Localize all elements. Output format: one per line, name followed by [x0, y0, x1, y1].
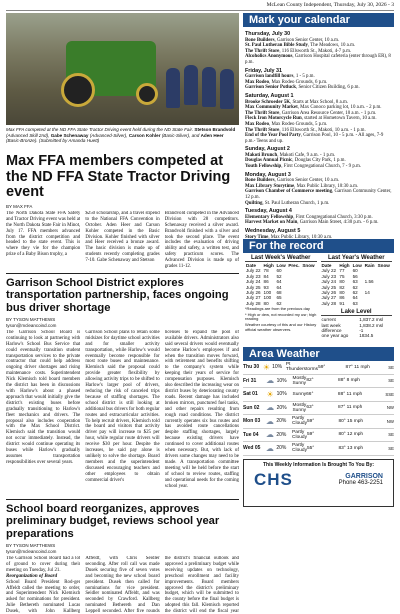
- table-cell: July 22: [246, 268, 261, 274]
- forecast-day: Mon 03: [243, 418, 261, 425]
- forecast-high-wind: 80° 12 mph: [338, 432, 364, 438]
- precip-chance: 20%: [276, 404, 287, 411]
- table-cell: 52: [276, 273, 282, 279]
- event-name: Bone Builders: [245, 37, 275, 43]
- wind-direction: SE: [388, 364, 395, 370]
- calendar-event: Douglas Annual Picnic, Douglas City Park, 1 p.m.: [245, 158, 346, 164]
- cloud-icon: ☁: [265, 416, 274, 426]
- forecast-low: 59°: [306, 418, 315, 424]
- story1-col1: The North Dakota State FFA Safety and Tractor Driving event was held at the North Dakota State Fair in Minot, July 17. FFA members advanced from the district competition and headed to the state event. This is where they vie for the champion prize of a Baby Bison trophy, a: [6, 210, 81, 258]
- story3-subhead: Reorganization of Board: [6, 573, 58, 579]
- forecast-row: [243, 442, 394, 456]
- column-header: Low: [352, 263, 362, 268]
- tractor-rear-wheel: [61, 73, 95, 107]
- precip-chance: 20%: [276, 445, 287, 452]
- calendar-event: Fleck Iron Motorcycle Run, started at Hometown Tavern, 10 a.m.: [245, 116, 377, 122]
- table-cell: July 22: [321, 268, 337, 274]
- calendar-event: Garrison Senior Potluck, Senior Citizen Building, 6 p.m.: [245, 85, 360, 91]
- forecast-condition: Mostly Sunny: [292, 375, 307, 386]
- table-cell: 60: [276, 268, 282, 274]
- event-name: Quilting: [245, 200, 263, 206]
- byline-name: BY TYSON MATTHEWS: [6, 543, 56, 549]
- table-cell: 60: [352, 268, 358, 274]
- story1-headline: Max FFA members competed at the ND FFA State Tractor Driving event: [6, 153, 231, 200]
- calendar-list: [243, 27, 394, 239]
- table-cell: 62: [352, 284, 358, 290]
- ffa-tractor-photo: [6, 13, 239, 125]
- table-cell: July 25: [246, 284, 261, 290]
- record-note: Weather courtesy of this and our History official weather observers.: [245, 322, 317, 332]
- last-year-weather: [321, 255, 393, 345]
- table-cell: 63: [352, 300, 358, 306]
- caption-text: (Basic-Bronze). (Submitted by Amanda Huett): [6, 138, 100, 144]
- table-cell: 1,837.2 msl: [359, 317, 384, 323]
- table-row: [321, 301, 393, 306]
- calendar-event: End of the Year Pool Party, Garrison Pool, 10 - 5 p.m. - All ages, 7-9 p.m.- Teens and up.: [245, 133, 384, 144]
- calendar-event: Makoti Brunch, Makoti Cafe, 9 a.m. - 1 p.m.: [245, 152, 336, 158]
- table-cell: July 23: [321, 273, 337, 279]
- story1-byline: BY MAX FFA: [6, 203, 33, 209]
- table-cell: 80: [339, 290, 345, 296]
- story2-body: [6, 330, 239, 495]
- table-cell: 91: [339, 300, 345, 306]
- caption-text: Max FFA competed at the ND FFA State Tractor Driving event held during the ND State Fair.: [6, 127, 195, 132]
- last-year-table: [321, 263, 393, 306]
- event-name: Max Rodeo: [245, 79, 270, 85]
- calendar-event: Alcoholics Anonymous, Garrison Hospital cafeteria (enter through ER), 8 p.m.: [245, 54, 391, 65]
- event-name: Brooke Schroeder 5K: [245, 99, 291, 105]
- forecast-day: Fri 31: [243, 377, 257, 384]
- cloud-icon: ☁: [265, 443, 274, 453]
- story1-col3: Brandvold competed in the Advanced Division with 28 competitors. Schenaway received a silver award. Brandvold finished with a silver and took the second place. The event includes the evaluation of driving ability and safety, a written test, and safety practicum scores. The Advanced Division is made up of grades 11-12.: [164, 210, 239, 269]
- table-cell: 86: [263, 279, 269, 285]
- event-name: Garrison Chamber of Commerce meeting: [245, 189, 333, 195]
- calendar-event: Bone Builders, Garrison Senior Center, 10 a.m.: [245, 178, 340, 184]
- caption-name: Gabe Schenaway: [50, 132, 89, 138]
- forecast-row: [243, 415, 394, 429]
- sponsor-logos: [246, 468, 391, 492]
- table-cell: 56: [352, 273, 358, 279]
- precip-chance: 10%: [272, 364, 283, 371]
- person-figure: [220, 69, 234, 109]
- calendar-event: Garrison Chamber of Commerce meeting, Garrison Community Center, 12 p.m.: [245, 189, 392, 201]
- story2-col3: licenses to expand the pool of available drivers. Administrators also said several drivers would eventually become Harlow's employees if and when the transition moves forward, with retirement and benefits shifting to the company's system while keeping their years of service for compensation purposes. Klemisch also described the increasing wear on district buses by deteriorating county roads. Recent damage has included broken mirrors, punctured fuel tanks, and other repairs resulting from rough road conditions. The district currently operates six bus routes and has avoided route cancellations despite staffing shortages, largely because existing drivers have continued to cover additional routes when necessary. But, with lack of drivers some changes may need to be made. A transportation committee meeting will be held before the start of school to review routes, staffing and operational needs for the coming school year.: [164, 329, 239, 489]
- calendar-date: Wednesday, August 5: [245, 228, 301, 234]
- table-cell: 64: [352, 295, 358, 301]
- record-note: *Readings are from the previous day: [245, 306, 310, 312]
- column-header: Snow: [377, 263, 390, 268]
- lake-level-table: [321, 317, 393, 339]
- table-cell: July 27: [321, 295, 337, 301]
- table-cell: [377, 301, 392, 306]
- table-cell: 1.56: [364, 279, 374, 285]
- table-cell: July 26: [246, 290, 261, 296]
- calendar-event: Harvest Market on Main, Garrison Main Street, 4:30 p.m. - 6 p.m.: [245, 220, 379, 226]
- story3-paragraph: The Garrison School Board had a lot of ground to cover during their meeting on Tuesday, Jul 21.: [6, 555, 81, 573]
- event-name: Alcoholics Anonymous: [245, 54, 293, 60]
- calendar-date: Sunday, August 2: [245, 146, 290, 153]
- record-note: * High or dew, not recorded my usr; high reading: [245, 311, 317, 322]
- event-name: The Thrift Store: [245, 110, 280, 116]
- calendar-banner: Mark your calendar: [243, 13, 394, 27]
- area-weather-list: [243, 361, 394, 456]
- table-cell: 86: [339, 295, 345, 301]
- calendar-date: Monday, August 3: [245, 171, 291, 178]
- event-name: End of the Year Pool Party: [245, 133, 301, 139]
- caption-text: (Basic-Silver), and: [160, 132, 201, 138]
- forecast-condition: Sunny: [292, 391, 307, 397]
- record-section: [243, 253, 394, 347]
- chs-logo: CHS: [254, 469, 293, 489]
- forecast-condition: Pt Thunderstorms: [285, 362, 319, 373]
- table-cell: one year ago: [321, 333, 349, 339]
- table-cell: -1: [359, 328, 364, 334]
- event-name: Youth Fellowship: [245, 164, 282, 170]
- cloud-icon: ☁: [266, 376, 275, 386]
- story2-headline: Garrison School District explores transportation partnership, faces ongoing bus driver shortage: [6, 276, 229, 314]
- wind-direction: NW: [386, 418, 394, 424]
- event-name: St. Paul Lutheran Bible Study: [245, 43, 308, 49]
- sun-icon: ☀: [266, 389, 274, 399]
- column-header: High: [339, 263, 350, 268]
- table-cell: 84: [263, 273, 269, 279]
- sponsor-box: [243, 459, 394, 507]
- event-name: The Thrift Store: [245, 48, 280, 54]
- event-name: Max Community Market: [245, 105, 298, 111]
- story2-col1: The Garrison School Board is continuing to look at partnering with Harlow's School Bus Service that could eventually transition student transportation services to the private contractor that could help address ongoing driver shortages and rising maintenance costs. Superintendent Nick Klemisch told board members the district has been in discussions with Harlow's about a phased approach that would initially give the district's existing buses before gradually transitioning to Harlow's fleet mechanics and drivers. The proposal also includes cooperation with the Max School District. Klemisch said the transition would not occur immediately. Instead, the district would continue operating its buses while Harlow's gradually assumes transportation responsibilities over several years.: [6, 329, 81, 465]
- event-name: Story Time: [245, 234, 269, 239]
- event-name: The Thrift Store: [245, 127, 280, 133]
- story3-paragraph: Affeldt, with Chris Seidler seconding. After roll call was made Dusek securing five of seven votes and becoming the new school board president. Dusek then called for nominations for vice president. Seidler nominated Affeldt, and was seconded by Crawford. Kallberg nominated Bethereth and Dan Leppell seconded. After five rounds: [85, 555, 160, 614]
- forecast-high-wind: 88° 8 mph: [338, 378, 360, 384]
- calendar-event: Max Library Storytime, Max Public Library, 10:30 a.m.: [245, 183, 359, 189]
- caption-name: Aden Heer: [200, 132, 224, 138]
- event-name: Max Library Storytime: [245, 183, 295, 189]
- sponsor-location: GARRISON: [345, 473, 383, 480]
- forecast-low: 59°: [306, 432, 315, 438]
- calendar-event: Max Community Market, Max Conoco parking lot, 10 a.m. - 2 p.m.: [245, 105, 382, 111]
- precip-chance: 10%: [276, 377, 287, 384]
- table-cell: last week: [321, 322, 341, 328]
- wind-direction: SE: [388, 378, 394, 384]
- last-week-weather: [245, 255, 317, 345]
- event-name: Bone Builders: [245, 178, 275, 184]
- table-cell: current: [321, 317, 336, 323]
- photo-caption: [6, 127, 239, 151]
- precip-chance: 20%: [276, 431, 287, 438]
- calendar-date: Saturday, August 1: [245, 92, 294, 99]
- calendar-event: The Thrift Store, Garrison Area Resource Center, 10 a.m. - 1 p.m.: [245, 110, 377, 116]
- table-cell: 100: [263, 290, 272, 296]
- byline-email: tyson@mcleancoind.com: [6, 548, 57, 554]
- sponsor-phone: Phone 463-2251: [338, 480, 383, 486]
- forecast-day: Sun 02: [243, 404, 260, 411]
- tractor-front-wheel: [136, 83, 158, 105]
- calendar-date: Tuesday, August 4: [245, 208, 292, 215]
- story3-col2: [85, 556, 159, 614]
- precip-chance: 10%: [276, 391, 287, 398]
- event-name: Douglas Annual Picnic: [245, 158, 293, 164]
- divider: [6, 273, 239, 274]
- forecast-low: 63°: [306, 405, 314, 411]
- calendar-event: Max Rodeo, Max Rodeo Grounds, 5 p.m.: [245, 121, 328, 127]
- column-header: Rain: [364, 263, 375, 268]
- last-week-title: Last Week's Weather: [245, 255, 317, 262]
- story1-body: [6, 211, 239, 269]
- forecast-condition: Partly Cloudy: [292, 416, 307, 427]
- wind-direction: NW: [386, 405, 394, 411]
- forecast-row: [243, 375, 394, 389]
- cloud-icon: ☁: [265, 430, 274, 440]
- right-column: [243, 13, 394, 507]
- forecast-day: Tue 04: [243, 431, 259, 438]
- table-cell: 62: [352, 290, 358, 296]
- event-name: Garrison Senior Potluck: [245, 85, 296, 91]
- table-cell: July 27: [246, 295, 261, 301]
- calendar-event: Brooke Schroeder 5K, Starts at Max School, 8 a.m.: [245, 99, 348, 105]
- forecast-low: 59°: [318, 364, 326, 370]
- forecast-condition: Partly Cloudy: [292, 443, 307, 454]
- table-cell: 93: [263, 284, 269, 290]
- forecast-day: Sat 01: [243, 391, 258, 398]
- story3-headline: School board reorganizes, approves preliminary budget, reviews school year preparations: [6, 502, 220, 540]
- caption-name: Stetson Brandvold: [194, 127, 236, 132]
- table-cell: 80: [339, 279, 345, 285]
- forecast-day: Wed 05: [243, 445, 261, 452]
- forecast-row: [243, 388, 394, 402]
- table-cell: July 23: [246, 273, 261, 279]
- table-cell: 80: [263, 300, 269, 306]
- table-row: [321, 333, 393, 338]
- calendar-event: Story Time, Max Public Library, 10:30 a.m.: [245, 234, 333, 239]
- precip-chance: 20%: [276, 418, 287, 425]
- table-cell: [364, 301, 377, 306]
- byline-email: tyson@mcleancoind.com: [6, 322, 57, 328]
- page-header: McLean County Independent, Thursday, July 30, 2026 - 3: [6, 2, 394, 11]
- wind-direction: SSE: [385, 391, 394, 397]
- table-cell: 62: [276, 300, 282, 306]
- story3-byline: [6, 543, 239, 554]
- record-banner: For the record: [243, 239, 394, 253]
- story2-byline: [6, 317, 239, 328]
- calendar-event: Quilting, St. Paul Lutheran Church, 1 p.m.: [245, 200, 330, 206]
- column-header: Snow: [302, 263, 315, 268]
- table-cell: 63: [352, 279, 358, 285]
- story3-paragraph: School Board President Rod-ger Affeldt called the meeting to order, and Superintendent Nick Klemisch asked for nominations for president. Julie Bethereth nominated Lucas Dusek, with John Kallberg: [6, 579, 81, 614]
- calendar-event: Bone Builders, Garrison Senior Center, 10 a.m.: [245, 37, 340, 43]
- table-cell: 77: [339, 268, 345, 274]
- calendar-date: Friday, July 31: [245, 67, 283, 74]
- table-cell: 65: [276, 295, 282, 301]
- area-weather-banner: Area Weather: [243, 347, 394, 361]
- byline-name: BY TYSON MATTHEWS: [6, 317, 56, 323]
- story3-body: [6, 556, 239, 614]
- sponsor-contact: [339, 473, 383, 486]
- calendar-event: The Thrift Store, 116 Ellsworth St., Makoti, 10 a.m. - 1 p.m.: [245, 127, 366, 133]
- event-name: Fleck Iron Motorcycle Run: [245, 116, 302, 122]
- left-column: [6, 13, 239, 614]
- event-name: Garrison landfill hours: [245, 74, 294, 80]
- person-figure: [202, 67, 216, 107]
- forecast-high-wind: 83° 13 mph: [338, 445, 364, 451]
- forecast-row: [243, 361, 394, 375]
- lake-level-title: Lake Level: [321, 309, 393, 316]
- caption-text: (Advanced Skill 2nd),: [6, 132, 51, 138]
- table-cell: 100: [263, 295, 272, 301]
- story3-col1: [6, 556, 80, 614]
- forecast-row: [243, 402, 394, 416]
- forecast-high-wind: 87° 11 mph: [345, 364, 370, 370]
- calendar-event: St. Paul Lutheran Bible Study, The Meadows, 10 a.m.: [245, 43, 356, 49]
- forecast-low: 66°: [306, 391, 314, 397]
- table-cell: 64: [276, 279, 282, 285]
- table-cell: July 24: [321, 279, 337, 285]
- calendar-date: Thursday, July 30: [245, 31, 291, 37]
- table-cell: 1834.5: [359, 333, 374, 339]
- person-figure: [184, 65, 198, 105]
- table-cell: 82: [339, 284, 345, 290]
- table-cell: 1,838.2 msl: [359, 322, 384, 328]
- column-header: High: [263, 263, 274, 268]
- forecast-condition: Partly Cloudy: [292, 429, 307, 440]
- forecast-low: 82°: [306, 378, 314, 384]
- calendar-event: Youth Fellowship, First Congregational Church, 7 - 9 p.m.: [245, 164, 362, 170]
- story3-paragraph: the district's financial outlook and approved a preliminary budget while receiving updates on technology, preschool enrollment and facility improvements. Board members approved the district's preliminary budget, which will be submitted to the county before the final budget is adopted this fall. Klemisch reported the district will end the fiscal year: [164, 555, 239, 614]
- column-header: Date: [246, 263, 256, 268]
- column-header: Low: [276, 263, 286, 268]
- story1-col2: $250 scholarship, and a travel stipend to the National FFA Convention in October. Aden Heer and Carson Kohler competed in the Basic Division. Kohler finished with silver and Heer received a bronze award. The basic division is made up of students recently completing grades 7-10. Gabe Schenaway and Stetson: [85, 210, 160, 264]
- event-name: Elementary Fellowship: [245, 214, 294, 220]
- table-cell: 75: [339, 273, 345, 279]
- event-name: Harvest Market on Main: [245, 220, 298, 226]
- table-cell: 78: [263, 268, 269, 274]
- calendar-event: Max Rodeo, Max Rodeo Grounds, 6 p.m.: [245, 79, 328, 85]
- last-year-title: Last Year's Weather: [321, 255, 393, 262]
- table-cell: difference: [321, 328, 342, 334]
- event-name: Makoti Brunch: [245, 152, 278, 158]
- table-cell: July 28: [321, 300, 337, 306]
- story3-col3: [165, 556, 239, 614]
- calendar-event: Elementary Fellowship, First Congregational Church, 3:30 p.m.: [245, 214, 373, 220]
- column-header: Prec.: [288, 263, 300, 268]
- sponsor-title: This Weekly Information Is Brought To You By:: [262, 461, 375, 468]
- column-header: Date: [321, 263, 332, 268]
- forecast-low: 55°: [306, 445, 315, 451]
- cloud-icon: ☁: [266, 403, 275, 413]
- calendar-event: Garrison landfill hours, 1 - 5 p.m.: [245, 74, 315, 80]
- divider: [6, 499, 239, 500]
- forecast-high-wind: 87° 11 mph: [338, 405, 363, 411]
- forecast-day: Thu 30: [243, 364, 260, 371]
- table-cell: July 24: [246, 279, 261, 285]
- event-name: Max Rodeo: [245, 121, 270, 127]
- forecast-condition: Mostly Sunny: [292, 402, 307, 413]
- wind-direction: SE: [388, 445, 394, 451]
- caption-text: (Advanced-Silver),: [88, 132, 129, 138]
- sun-icon: ☀: [262, 362, 270, 372]
- last-week-table: [245, 263, 317, 306]
- person-figure: [166, 68, 180, 108]
- forecast-row: [243, 429, 394, 443]
- calendar-event: The Thrift Store, 116 Ellsworth St., Makoti, 4-7 p.m.: [245, 48, 352, 54]
- table-cell: July 26: [321, 290, 337, 296]
- forecast-high-wind: 80° 15 mph: [338, 418, 364, 424]
- table-cell: 64: [276, 284, 282, 290]
- caption-name: Carson Kohler: [128, 132, 161, 138]
- forecast-high-wind: 88° 11 mph: [337, 391, 363, 397]
- story2-col2: Garrison School plans to retain some midsizes for daytime school activities and for smaller activity transportation, while Harlow's would eventually become responsible for most route buses and maintenance. Klemisch said the proposal could provide greater flexibility by allowing activity trips to be shifted to Harlow's larger pool of drivers, reducing the risk of canceled trips because of staffing shortages. The school district is still looking at additional bus drivers for both regular routes and extracurricular activities. To help recruit drivers, Klemisch told the board and visitors that activity driver pay will increase to $25 per hour, while regular route drivers will receive $30 per hour. Despite the increases, he said pay alone is unlikely to solve the shortage. Board members and the superintendent discussed encouraging teachers and other employees to obtain commercial driver's: [85, 329, 160, 483]
- table-cell: July 28: [246, 300, 261, 306]
- wind-direction: SE: [388, 432, 394, 438]
- table-cell: 14: [364, 290, 370, 296]
- table-cell: 68: [276, 290, 282, 296]
- table-cell: July 25: [321, 284, 337, 290]
